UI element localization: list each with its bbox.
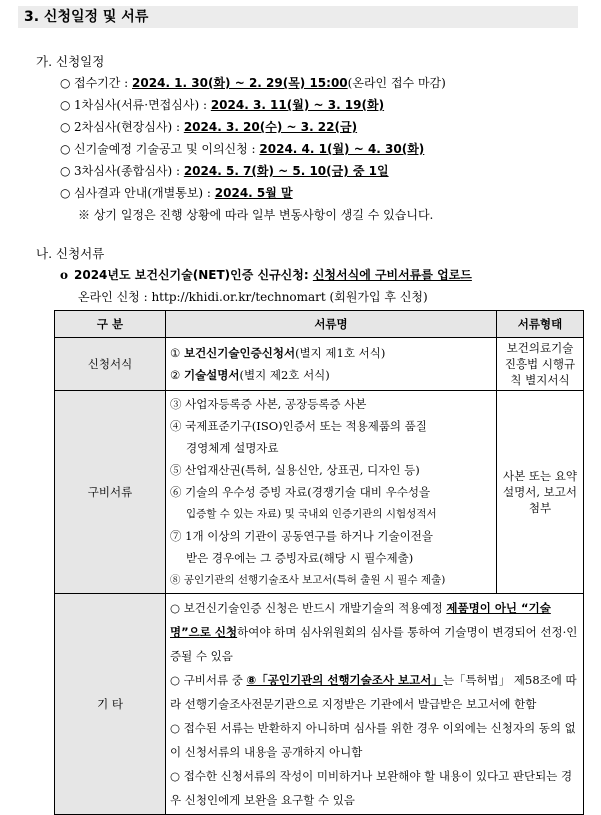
table-header-row	[55, 311, 584, 338]
schedule-item: ○ 3차심사(종합심사) : 2024. 5. 7(화) ~ 5. 10(금) 중 1일	[60, 164, 389, 178]
row-label: 기 타	[55, 594, 166, 815]
row-form: 사본 또는 요약설명서, 보고서 첨부	[497, 391, 584, 594]
list-item: ⑧ 공인기관의 선행기술조사 보고서(특허 출원 시 필수 제출)	[170, 574, 446, 586]
row-label: 신청서식	[55, 338, 166, 391]
table-row	[55, 338, 584, 391]
circle-bullet-icon: ○	[60, 76, 71, 90]
section-title: 3. 신청일정 및 서류	[18, 6, 578, 28]
note-paragraph: ○ 접수된 서류는 반환하지 아니하며 심사를 위한 경우 이외에는 신청자의 동의 없이 신청서류의 내용을 공개하지 아니함	[170, 721, 576, 759]
schedule-heading: 가. 신청일정	[36, 54, 105, 69]
documents-heading: 나. 신청서류	[36, 246, 105, 261]
list-item: ⑥ 기술의 우수성 증빙 자료(경쟁기술 대비 우수성을	[170, 485, 431, 499]
note-paragraph: ○ 구비서류 중 ⑧「공인기관의 선행기술조사 보고서」는「특허법」 제58조에 따라 선행기술조사전문기관으로 지정받은 기관에서 발급받은 보고서에 한함	[170, 673, 577, 711]
row-documents	[166, 338, 497, 391]
schedule-item: ○ 신기술예정 기술공고 및 이의신청 : 2024. 4. 1(월) ~ 4. 30(화)	[60, 142, 425, 156]
row-label: 구비서류	[55, 391, 166, 594]
list-item: 입증할 수 있는 자료) 및 국내외 인증기관의 시험성적서	[186, 508, 437, 520]
documents-bullet: o 2024년도 보건신기술(NET)인증 신규신청: 신청서식에 구비서류를 업로드	[60, 268, 472, 282]
schedule-item: ○ 접수기간 : 2024. 1. 30(화) ~ 2. 29(목) 15:00(온라인 접수 마감)	[60, 76, 446, 90]
table-header: 구 분	[55, 311, 166, 338]
row-documents	[166, 391, 497, 594]
schedule-item: ○ 2차심사(현장심사) : 2024. 3. 20(수) ~ 3. 22(금)	[60, 120, 358, 134]
online-url-link[interactable]: http://khidi.or.kr/technomart	[151, 290, 326, 304]
list-item: 경영체계 설명자료	[186, 441, 279, 455]
list-item: ② 기술설명서(별지 제2호 서식)	[170, 368, 330, 382]
schedule-note: ※ 상기 일정은 진행 상황에 따라 일부 변동사항이 생길 수 있습니다.	[78, 208, 434, 222]
circle-bullet-icon: ○	[60, 186, 71, 200]
note-paragraph: ○ 보건신기술인증 신청은 반드시 개발기술의 적용예정 제품명이 아닌 “기술명”으로 신청하여야 하며 심사위원회의 심사를 통하여 기술명이 변경되어 선정·인증될 수 있음	[170, 601, 578, 663]
circle-bullet-icon: ○	[60, 120, 71, 134]
circle-bullet-icon: ○	[60, 164, 71, 178]
schedule-item: ○ 심사결과 안내(개별통보) : 2024. 5월 말	[60, 186, 293, 200]
table-header: 서류명	[166, 311, 497, 338]
list-item: ⑦ 1개 이상의 기관이 공동연구를 하거나 기술이전을	[170, 529, 433, 543]
list-item: ① 보건신기술인증신청서(별지 제1호 서식)	[170, 346, 386, 360]
row-notes	[166, 594, 584, 815]
circle-bullet-icon: ○	[60, 98, 71, 112]
circle-bullet-icon: ○	[60, 142, 71, 156]
schedule-item: ○ 1차심사(서류·면접심사) : 2024. 3. 11(월) ~ 3. 19(화)	[60, 98, 385, 112]
list-item: 받은 경우에는 그 증빙자료(해당 시 필수제출)	[186, 551, 414, 565]
documents-table	[54, 310, 584, 815]
row-form: 보건의료기술 진흥법 시행규칙 별지서식	[497, 338, 584, 391]
table-row	[55, 594, 584, 815]
list-item: ③ 사업자등록증 사본, 공장등록증 사본	[170, 397, 367, 411]
online-apply: 온라인 신청 : http://khidi.or.kr/technomart (회원가입 후 신청)	[78, 290, 428, 304]
table-header: 서류형태	[497, 311, 584, 338]
list-item: ④ 국제표준기구(ISO)인증서 또는 적용제품의 품질	[170, 419, 427, 433]
list-item: ⑤ 산업재산권(특허, 실용신안, 상표권, 디자인 등)	[170, 463, 420, 477]
circle-bullet-icon: o	[60, 268, 69, 282]
table-row	[55, 391, 584, 594]
note-paragraph: ○ 접수한 신청서류의 작성이 미비하거나 보완해야 할 내용이 있다고 판단되는 경우 신청인에게 보완을 요구할 수 있음	[170, 769, 573, 807]
